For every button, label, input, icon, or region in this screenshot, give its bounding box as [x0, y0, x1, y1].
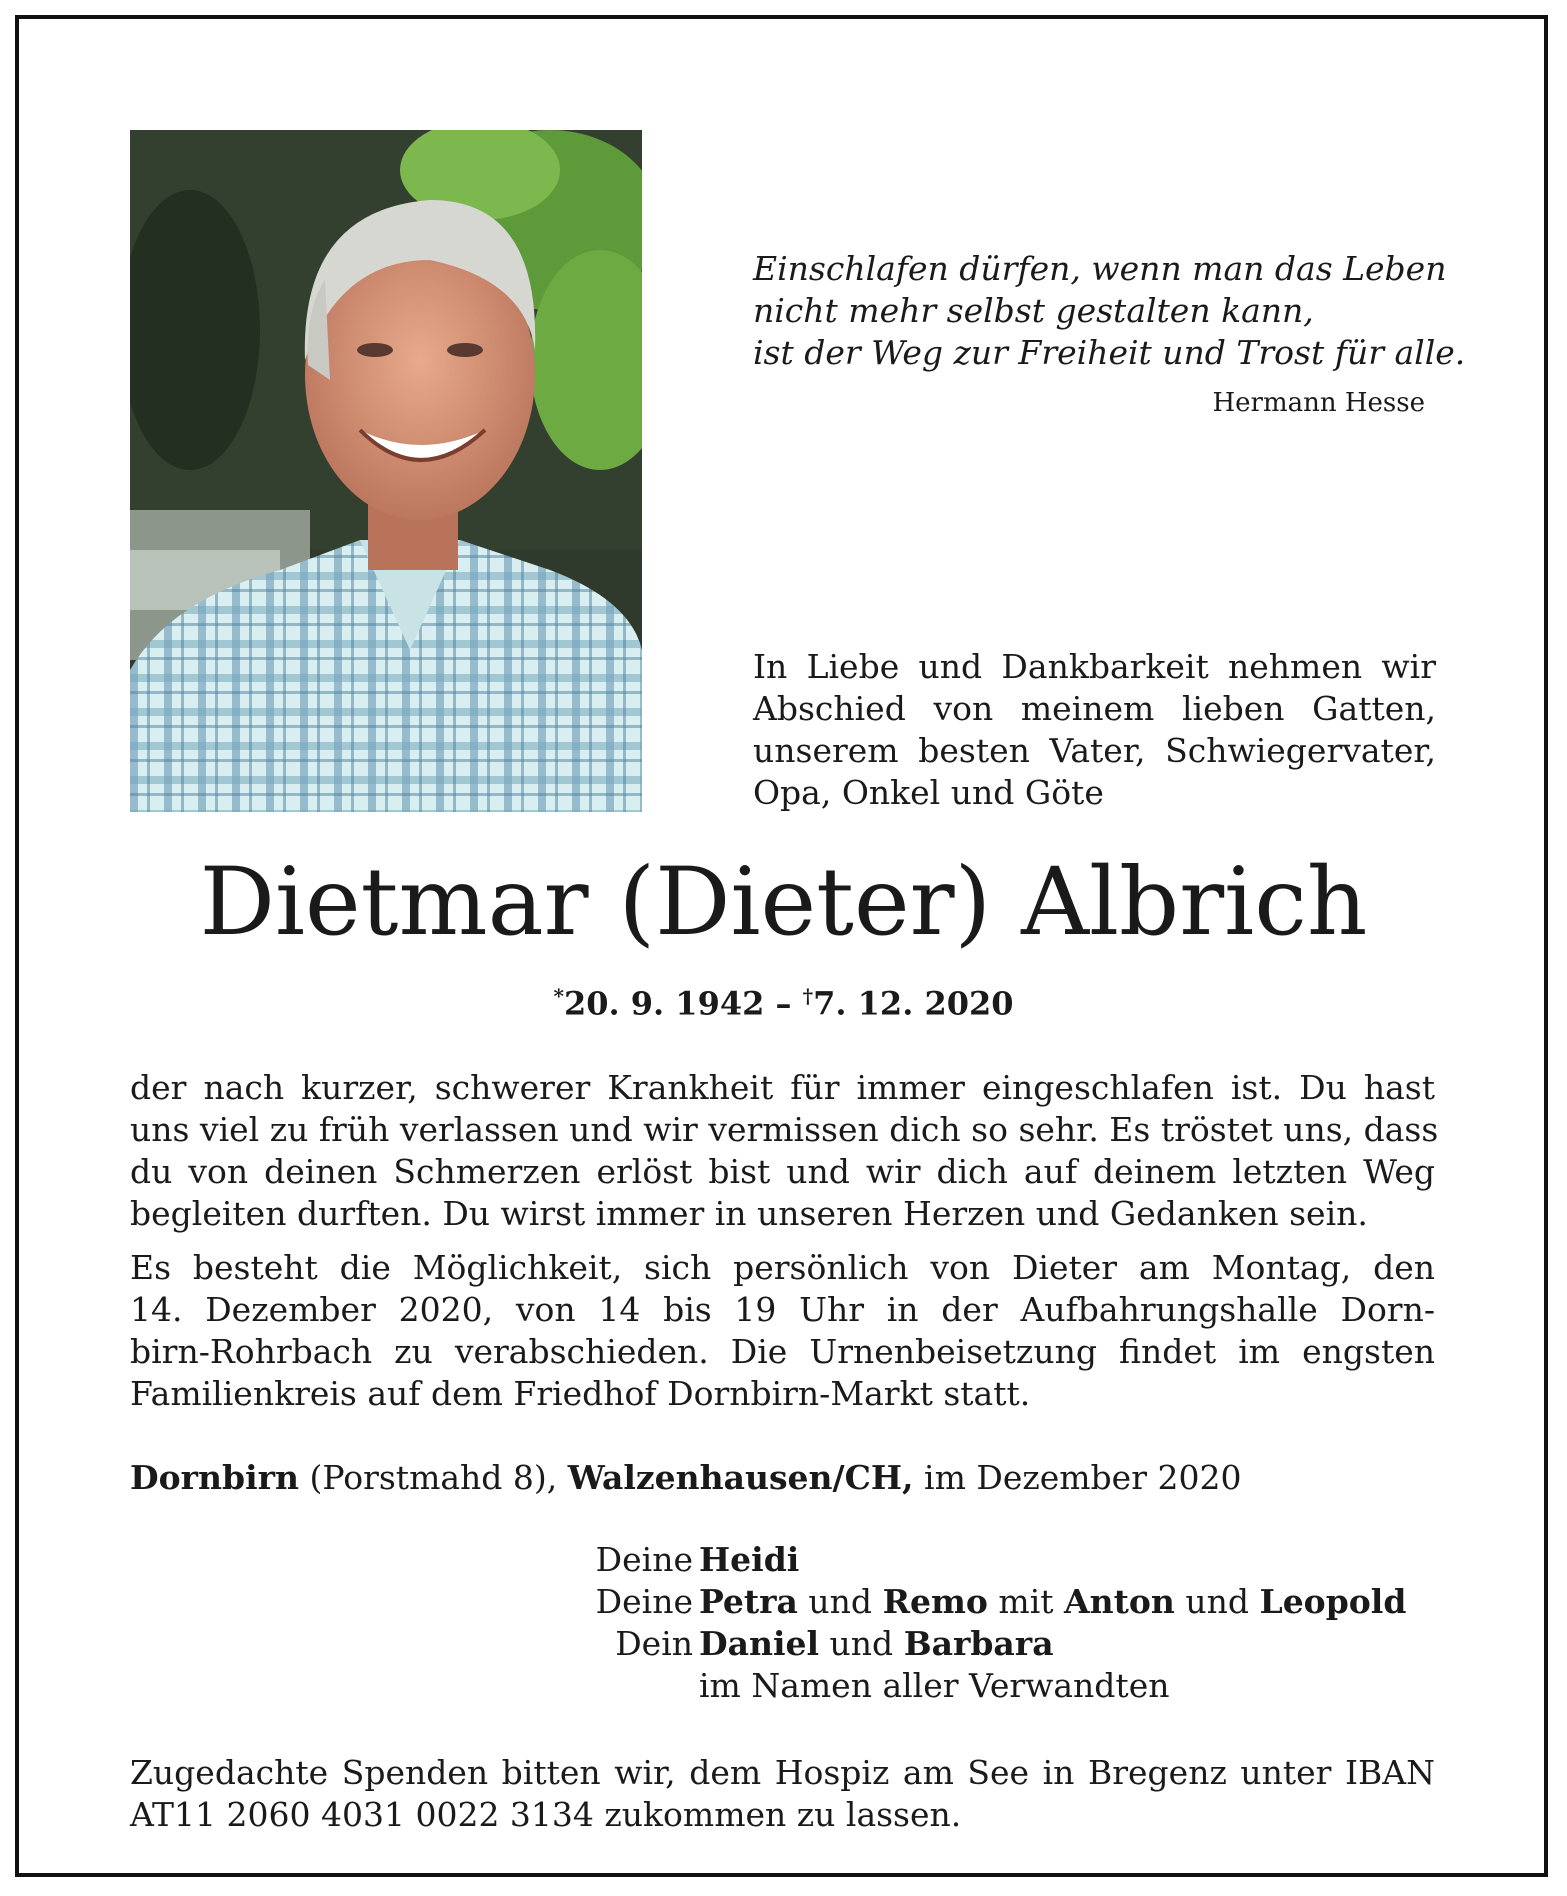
paragraph-line: du von deinen Schmerzen erlöst bist und wir dich auf deinem letzten Weg [130, 1152, 1435, 1191]
death-symbol: † [802, 984, 814, 1008]
quote-author: Hermann Hesse [1212, 388, 1425, 418]
signature-name: Barbara [903, 1624, 1054, 1663]
viewing-paragraph [130, 1247, 1435, 1415]
signature-lead: Deine [595, 1582, 693, 1621]
signature-row [570, 1581, 1406, 1623]
death-date: 7. 12. 2020 [813, 984, 1014, 1023]
birth-symbol: * [553, 984, 564, 1008]
signature-row [570, 1665, 1406, 1707]
signatures [570, 1539, 1406, 1707]
paragraph-line: der nach kurzer, schwerer Krankheit für immer eingeschlafen ist. Du hast [130, 1068, 1435, 1107]
paragraph-line: begleiten durften. Du wirst immer in unseren Herzen und Gedanken sein. [130, 1194, 1368, 1233]
place-date: im Dezember 2020 [913, 1458, 1242, 1497]
signature-lead: Deine [595, 1540, 693, 1579]
signature-conj: mit [987, 1582, 1065, 1621]
place-address-1: (Porstmahd 8), [299, 1458, 568, 1497]
signature-conj: und [819, 1624, 904, 1663]
signature-row [570, 1539, 1406, 1581]
donation-note [130, 1752, 1435, 1836]
memorial-quote [753, 248, 1466, 374]
quote-line: nicht mehr selbst gestalten kann, [753, 291, 1314, 330]
place-city-1: Dornbirn [130, 1458, 299, 1497]
signature-name: Heidi [699, 1540, 800, 1579]
quote-line: ist der Weg zur Freiheit und Trost für alle. [753, 333, 1466, 372]
quote-line: Einschlafen dürfen, wenn man das Leben [753, 249, 1447, 288]
paragraph-line: Es besteht die Möglichkeit, sich persönlich von Dieter am Montag, den [130, 1248, 1435, 1287]
signature-name: Anton [1064, 1582, 1175, 1621]
place-and-date [130, 1458, 1241, 1497]
intro-line: In Liebe und Dankbarkeit nehmen wir [753, 647, 1436, 686]
signature-name: Petra [699, 1582, 798, 1621]
signature-name: Leopold [1259, 1582, 1407, 1621]
place-city-2: Walzenhausen/CH, [567, 1458, 914, 1497]
paragraph-line: 14. Dezember 2020, von 14 bis 19 Uhr in der Aufbahrungshalle Dorn- [130, 1290, 1435, 1329]
intro-line: Abschied von meinem lieben Gatten, [753, 689, 1436, 728]
signature-lead: Dein [615, 1624, 693, 1663]
intro-line: unserem besten Vater, Schwiegervater, [753, 731, 1436, 770]
donation-line: AT11 2060 4031 0022 3134 zukommen zu lassen. [130, 1795, 962, 1834]
signature-relatives: im Namen aller Verwandten [699, 1666, 1170, 1705]
intro-text [753, 646, 1436, 814]
signature-row [570, 1623, 1406, 1665]
signature-name: Remo [882, 1582, 988, 1621]
paragraph-line: uns viel zu früh verlassen und wir vermissen dich so sehr. Es tröstet uns, dass [130, 1110, 1439, 1149]
paragraph-line: Familienkreis auf dem Friedhof Dornbirn-Markt statt. [130, 1374, 1031, 1413]
life-dates [0, 984, 1567, 1023]
portrait-photo [130, 130, 642, 812]
signature-conj: und [797, 1582, 883, 1621]
date-separator: – [764, 984, 803, 1023]
signature-name: Daniel [699, 1624, 820, 1663]
paragraph-line: birn-Rohrbach zu verabschieden. Die Urnenbeisetzung findet im engsten [130, 1332, 1435, 1371]
birth-date: 20. 9. 1942 [563, 984, 765, 1023]
farewell-paragraph [130, 1067, 1439, 1235]
deceased-name: Dietmar (Dieter) Albrich [199, 848, 1368, 957]
donation-line: Zugedachte Spenden bitten wir, dem Hospiz am See in Bregenz unter IBAN [130, 1753, 1435, 1792]
signature-conj: und [1174, 1582, 1260, 1621]
intro-line: Opa, Onkel und Göte [753, 773, 1104, 812]
